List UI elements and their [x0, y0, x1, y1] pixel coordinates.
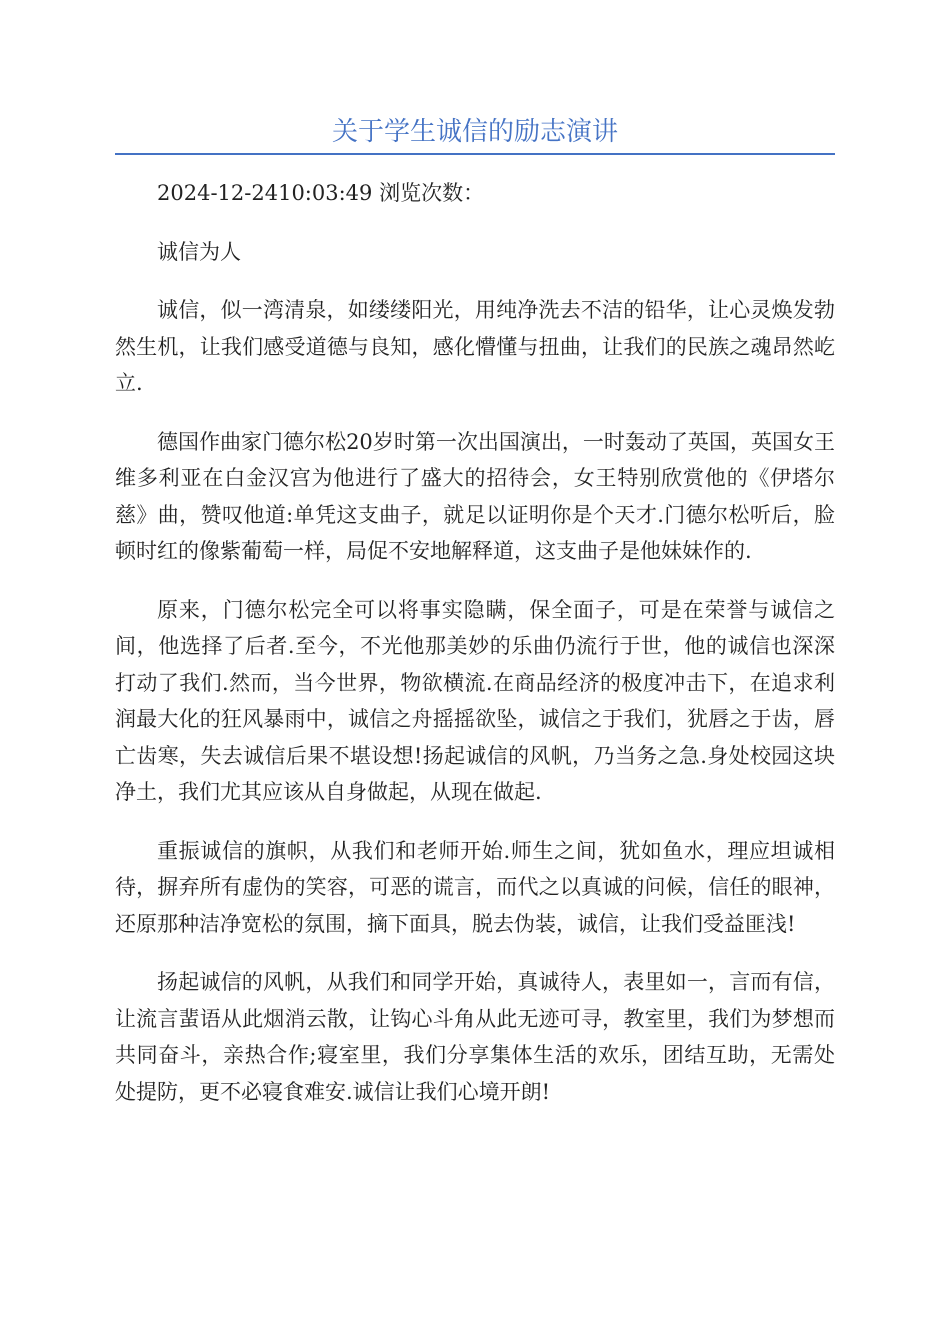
title-underline [115, 153, 835, 155]
meta-line: 2024-12-2410:03:49 浏览次数： [157, 181, 485, 205]
paragraph-2: 德国作曲家门德尔松20岁时第一次出国演出，一时轰动了英国，英国女王维多利亚在白金汉宫为他进行了盛大的招待会，女王特别欣赏他的《伊塔尔慈》曲，赞叹他道:单凭这支曲子，就足以证明你是个天才.门德尔松听后，脸顿时红的像紫葡萄一样，局促不安地解释道，这支曲子是他妹妹作的. [115, 429, 835, 563]
page-title: 关于学生诚信的励志演讲 [331, 117, 618, 147]
paragraph-5: 扬起诚信的风帆，从我们和同学开始，真诚待人，表里如一，言而有信，让流言蜚语从此烟消云散，让钩心斗角从此无迹可寻，教室里，我们为梦想而共同奋斗，亲热合作;寝室里，我们分享集体生活的欢乐，团结互助，无需处处提防，更不必寝食难安.诚信让我们心境开朗! [115, 970, 835, 1104]
paragraph-3: 原来，门德尔松完全可以将事实隐瞒，保全面子，可是在荣誉与诚信之间，他选择了后者.至今，不光他那美妙的乐曲仍流行于世，他的诚信也深深打动了我们.然而，当今世界，物欲横流.在商品经济的极度冲击下，在追求利润最大化的狂风暴雨中，诚信之舟摇摇欲坠，诚信之于我们，犹唇之于齿，唇亡齿寒，失去诚信后果不堪设想!扬起诚信的风帆，乃当务之急.身处校园这块净土，我们尤其应该从自身做起，从现在做起. [115, 597, 835, 804]
paragraph-1: 诚信，似一湾清泉，如缕缕阳光，用纯净洗去不洁的铅华，让心灵焕发勃然生机，让我们感受道德与良知，感化懵懂与扭曲，让我们的民族之魂昂然屹立. [115, 298, 835, 395]
article-body [115, 175, 835, 1132]
paragraph-4: 重振诚信的旗帜，从我们和老师开始.师生之间，犹如鱼水，理应坦诚相待，摒弃所有虚伪的笑容，可恶的谎言，而代之以真诚的问候，信任的眼神，还原那种洁净宽松的氛围，摘下面具，脱去伪装，诚信，让我们受益匪浅! [115, 838, 835, 936]
article-subtitle: 诚信为人 [157, 239, 241, 264]
